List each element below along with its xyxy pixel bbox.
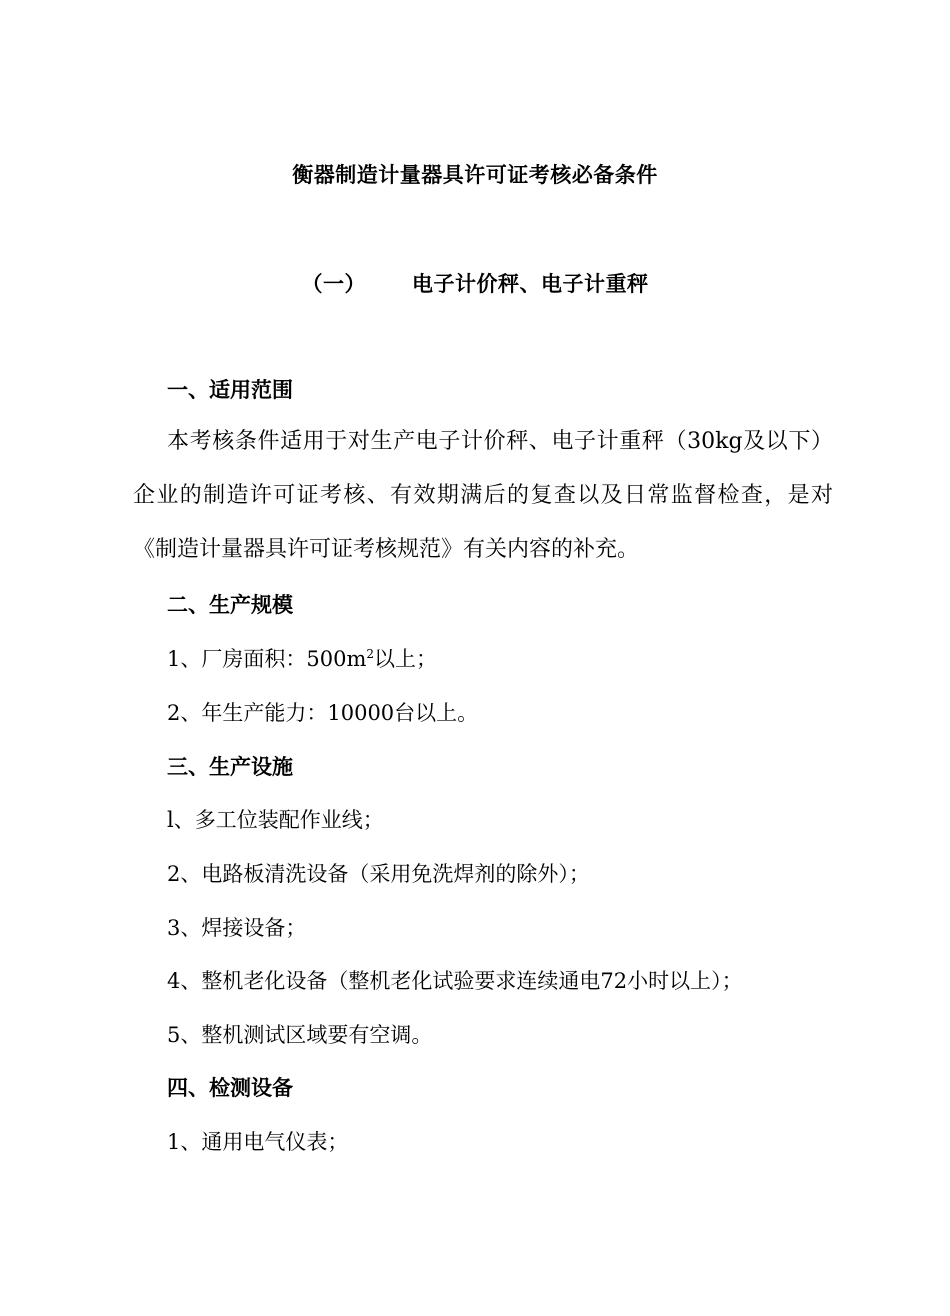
- list-item-annual-capacity: 2、年生产能力：10000台以上。: [167, 701, 479, 725]
- subtitle-text: 电子计价秤、电子计重秤: [412, 272, 649, 296]
- section-heading-production-facilities: 三、生产设施: [167, 755, 293, 779]
- list-item: l、多工位装配作业线；: [167, 808, 384, 832]
- list-item: 1、通用电气仪表；: [167, 1130, 349, 1154]
- scope-paragraph: 本考核条件适用于对生产电子计价秤、电子计重秤（30kg及以下）企业的制造许可证考核、有效期满后的复查以及日常监督检查，是对《制造计量器具许可证考核规范》有关内容的补充。: [133, 429, 833, 562]
- list-item: 3、焊接设备；: [167, 916, 307, 940]
- list-item: 5、整机测试区域要有空调。: [167, 1023, 433, 1047]
- section-heading-scope: 一、适用范围: [167, 378, 293, 402]
- factory-area-suffix: 以上；: [374, 647, 437, 671]
- factory-area-prefix: 1、厂房面积：500m: [167, 647, 367, 671]
- section-heading-production-scale: 二、生产规模: [167, 593, 293, 617]
- list-item: 2、电路板清洗设备（采用免洗焊剂的除外）；: [167, 862, 590, 886]
- list-item: 4、整机老化设备（整机老化试验要求连续通电72小时以上）；: [167, 969, 743, 993]
- section-heading-testing-equipment: 四、检测设备: [167, 1076, 293, 1100]
- subtitle-number: （一）: [301, 272, 366, 296]
- document-subtitle: [0, 269, 950, 299]
- document-title: 衡器制造计量器具许可证考核必备条件: [292, 163, 658, 187]
- list-item-factory-area: [167, 644, 437, 674]
- factory-area-superscript: 2: [366, 647, 374, 661]
